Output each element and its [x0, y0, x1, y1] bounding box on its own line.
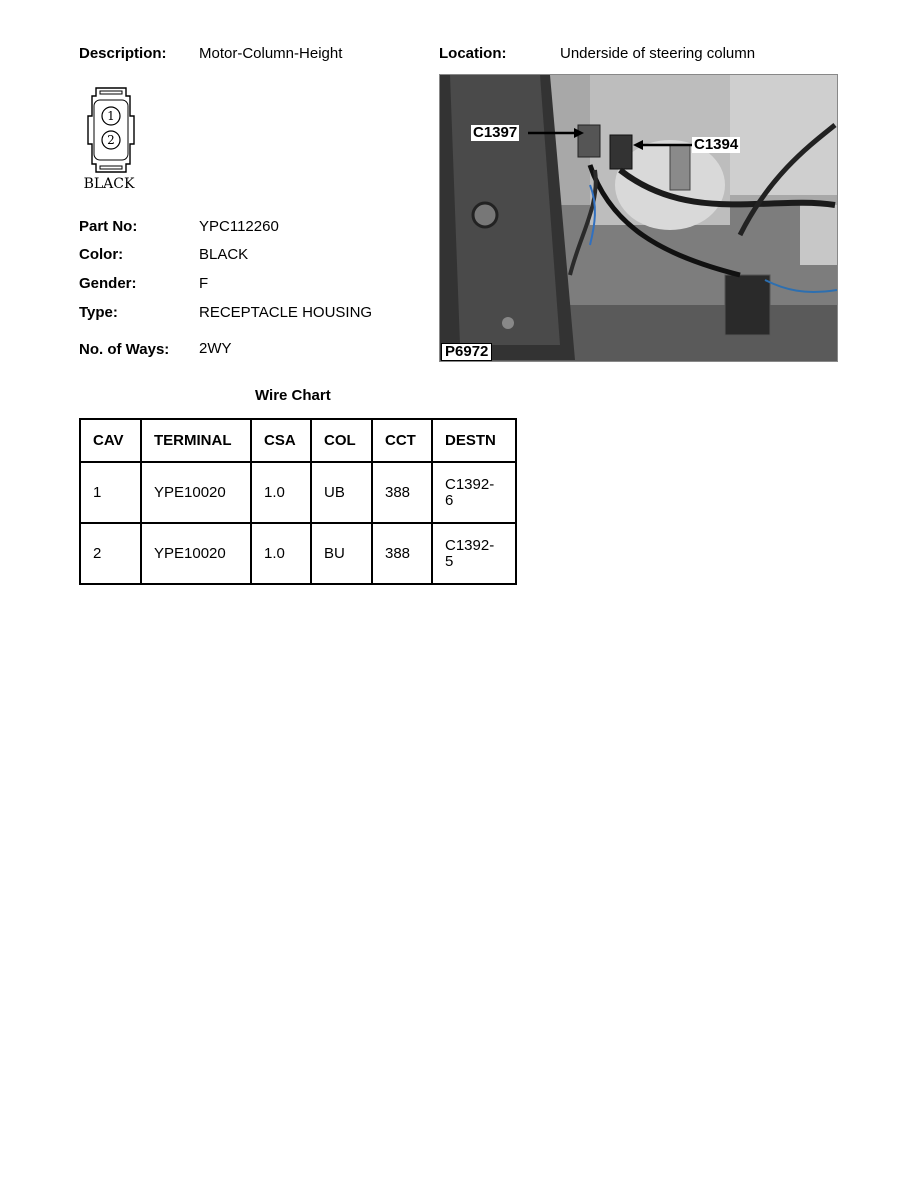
callout-c1394: C1394 — [694, 136, 739, 153]
header-terminal: TERMINAL — [141, 419, 251, 462]
destn-connector: C1392- — [445, 536, 495, 554]
cell-cct: 388 — [372, 462, 432, 523]
no-of-ways-value: 2WY — [199, 340, 232, 357]
header-destn: DESTN — [432, 419, 516, 462]
destn-pin: 6 — [445, 491, 454, 509]
cell-cav: 1 — [80, 462, 141, 523]
table-header-row — [80, 419, 516, 462]
cell-col: UB — [311, 462, 372, 523]
part-no-value: YPC112260 — [199, 218, 279, 235]
destn-connector: C1392- — [445, 475, 495, 493]
cell-cav: 2 — [80, 523, 141, 584]
cell-destn — [432, 462, 516, 523]
header-csa: CSA — [251, 419, 311, 462]
cell-csa: 1.0 — [251, 523, 311, 584]
cell-csa: 1.0 — [251, 462, 311, 523]
wire-chart-table — [79, 418, 517, 585]
cell-terminal: YPE10020 — [141, 462, 251, 523]
part-no-label: Part No: — [79, 218, 138, 235]
cell-col: BU — [311, 523, 372, 584]
location-value: Underside of steering column — [560, 45, 756, 62]
connector-color-caption: BLACK — [83, 176, 135, 192]
table-row — [80, 462, 516, 523]
pin-1-label: 1 — [107, 109, 115, 123]
callout-c1397: C1397 — [473, 124, 518, 141]
pin-2-label: 2 — [107, 133, 115, 147]
gender-label: Gender: — [79, 275, 137, 292]
type-value: RECEPTACLE HOUSING — [199, 304, 373, 321]
wire-chart-title: Wire Chart — [255, 387, 331, 404]
location-label: Location: — [439, 45, 507, 62]
header-cct: CCT — [372, 419, 432, 462]
header-cav: CAV — [80, 419, 141, 462]
color-value: BLACK — [199, 246, 249, 263]
gender-value: F — [199, 275, 209, 292]
destn-pin: 5 — [445, 552, 454, 570]
cell-destn — [432, 523, 516, 584]
location-photo — [439, 74, 838, 362]
color-label: Color: — [79, 246, 124, 263]
cell-terminal: YPE10020 — [141, 523, 251, 584]
photo-id-label: P6972 — [441, 343, 492, 361]
connector-face-diagram — [82, 86, 140, 196]
header-col: COL — [311, 419, 372, 462]
type-label: Type: — [79, 304, 118, 321]
cell-cct: 388 — [372, 523, 432, 584]
description-label: Description: — [79, 45, 167, 62]
table-row — [80, 523, 516, 584]
description-value: Motor-Column-Height — [199, 45, 343, 62]
no-of-ways-label: No. of Ways: — [79, 341, 170, 358]
